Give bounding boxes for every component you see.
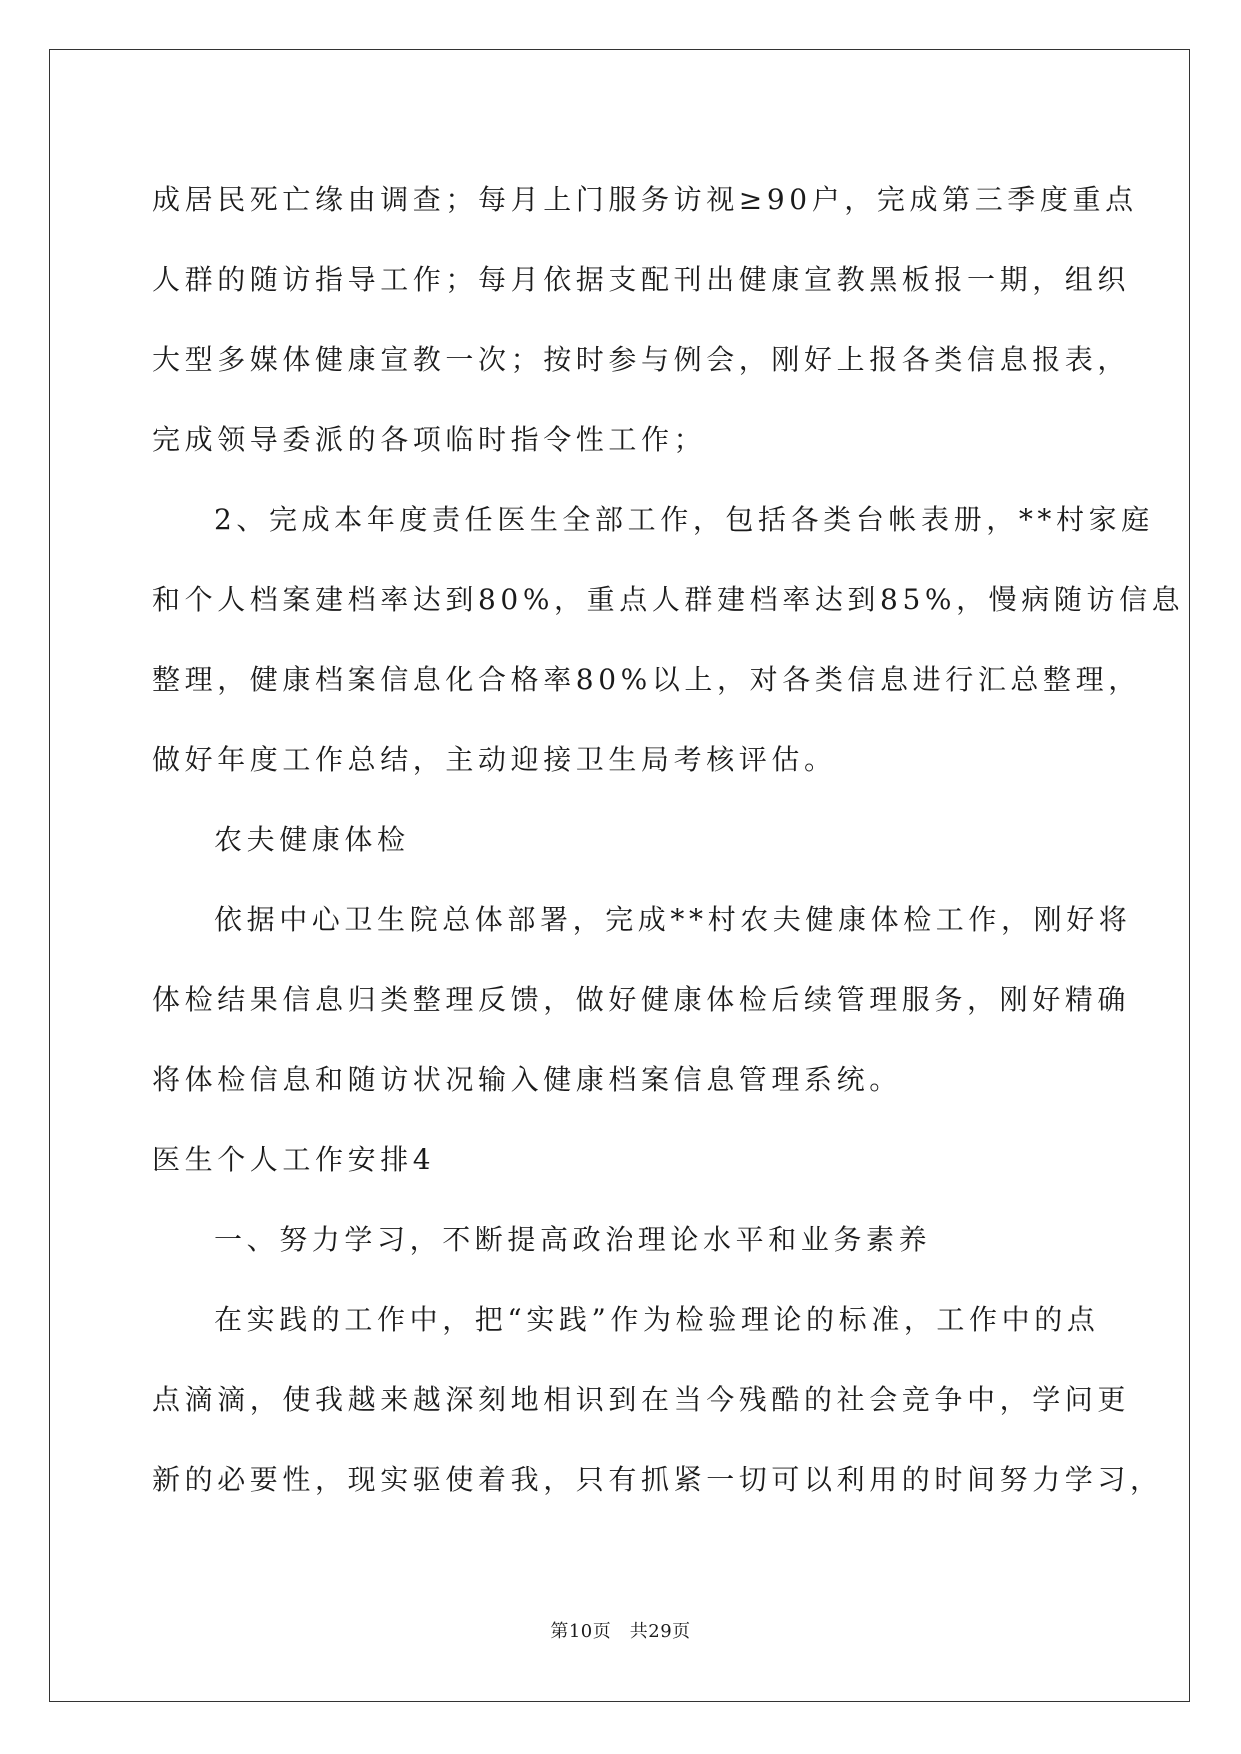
- body-line: 人群的随访指导工作；每月依据支配刊出健康宣教黑板报一期，组织: [152, 263, 1131, 296]
- body-line: 成居民死亡缘由调查；每月上门服务访视≥90户，完成第三季度重点: [152, 183, 1138, 216]
- body-line: 整理，健康档案信息化合格率80%以上，对各类信息进行汇总整理，: [152, 663, 1141, 696]
- body-line: 点滴滴，使我越来越深刻地相识到在当今残酷的社会竞争中，学问更: [152, 1383, 1131, 1416]
- section-heading: 一、努力学习，不断提高政治理论水平和业务素养: [214, 1223, 932, 1256]
- paragraph-first-line: 依据中心卫生院总体部署，完成**村农夫健康体检工作，刚好将: [214, 903, 1132, 936]
- body-line: 将体检信息和随访状况输入健康档案信息管理系统。: [152, 1063, 902, 1096]
- paragraph-first-line: 2、完成本年度责任医生全部工作，包括各类台帐表册，**村家庭: [214, 503, 1154, 536]
- page-number-footer: 第10页 共29页: [550, 1621, 691, 1642]
- body-line: 完成领导委派的各项临时指令性工作；: [152, 423, 707, 456]
- body-line: 做好年度工作总结，主动迎接卫生局考核评估。: [152, 743, 837, 776]
- body-line: 体检结果信息归类整理反馈，做好健康体检后续管理服务，刚好精确: [152, 983, 1131, 1016]
- section-heading: 农夫健康体检: [214, 823, 410, 856]
- document-body: [152, 160, 1185, 1520]
- chapter-heading: 医生个人工作安排4: [152, 1143, 436, 1176]
- paragraph-first-line: 在实践的工作中，把“实践”作为检验理论的标准，工作中的点: [214, 1303, 1100, 1336]
- body-line: 和个人档案建档率达到80%，重点人群建档率达到85%，慢病随访信息: [152, 583, 1185, 616]
- body-line: 新的必要性，现实驱使着我，只有抓紧一切可以利用的时间努力学习，: [152, 1463, 1163, 1496]
- body-line: 大型多媒体健康宣教一次；按时参与例会，刚好上报各类信息报表，: [152, 343, 1131, 376]
